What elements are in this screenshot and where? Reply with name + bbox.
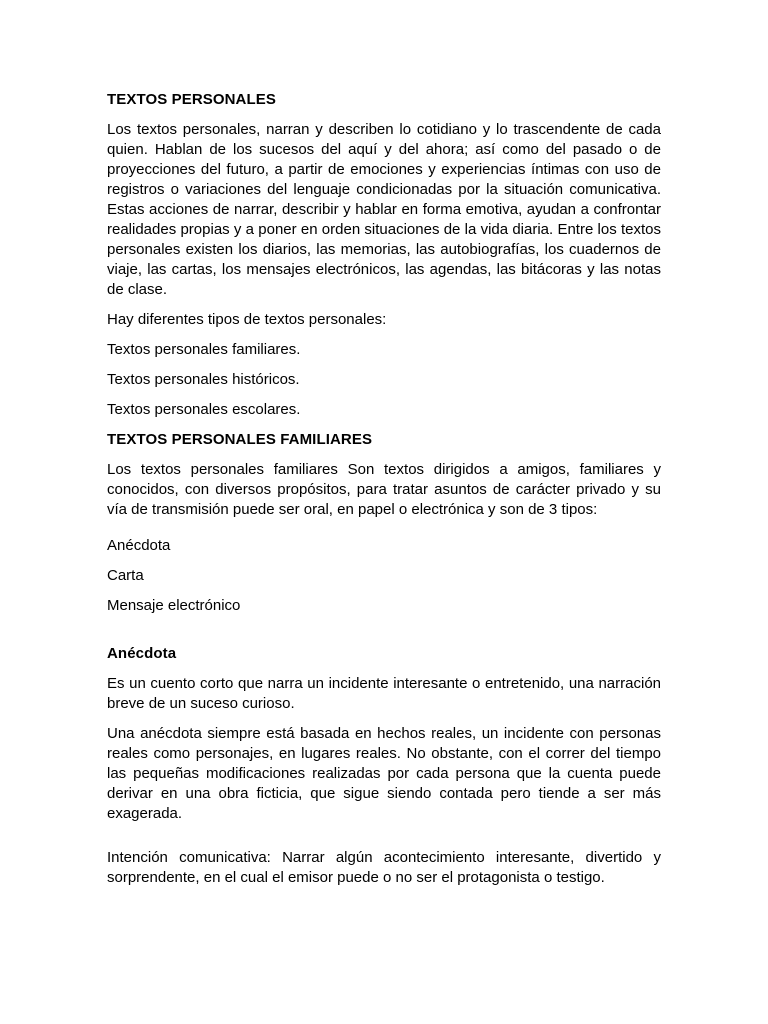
paragraph-tipos-lead: Hay diferentes tipos de textos personales: — [107, 311, 387, 328]
paragraph-item-carta: Carta — [107, 567, 144, 584]
paragraph-tipo-familiares: Textos personales familiares. — [107, 341, 301, 358]
paragraph-intencion-comunicativa: Intención comunicativa: Narrar algún acontecimiento interesante, divertido y sorprendente, en el cual el emisor puede o no ser el protagonista o testigo. — [107, 849, 661, 886]
paragraph-intro: Los textos personales, narran y describen lo cotidiano y lo trascendente de cada quien. Hablan de los sucesos del aquí y del ahora; así como del pasado o de proyecciones del futuro, a partir de emociones y experiencias íntimas con uso de registros o variaciones del lenguaje condicionadas por la situación comunicativa. Estas acciones de narrar, describir y hablar en forma emotiva, ayudan a confrontar realidades propias y a poner en orden situaciones de la vida diaria. Entre los textos personales existen los diarios, las memorias, las autobiografías, los cuadernos de viaje, las cartas, los mensajes electrónicos, las agendas, las bitácoras y las notas de clase. — [107, 121, 661, 298]
heading-anecdota: Anécdota — [107, 645, 177, 662]
heading-textos-personales: TEXTOS PERSONALES — [107, 91, 276, 108]
paragraph-tipo-historicos: Textos personales históricos. — [107, 371, 300, 388]
heading-textos-personales-familiares: TEXTOS PERSONALES FAMILIARES — [107, 431, 373, 448]
paragraph-anecdota-detalle: Una anécdota siempre está basada en hechos reales, un incidente con personas reales como personajes, en lugares reales. No obstante, con el correr del tiempo las pequeñas modificaciones realizadas por cada persona que la cuenta puede derivar en una obra ficticia, que sigue siendo contada pero tiende a ser más exagerada. — [107, 725, 661, 822]
paragraph-item-anecdota: Anécdota — [107, 537, 171, 554]
paragraph-item-mensaje-electronico: Mensaje electrónico — [107, 597, 241, 614]
paragraph-tipo-escolares: Textos personales escolares. — [107, 401, 301, 418]
paragraph-anecdota-definicion: Es un cuento corto que narra un incidente interesante o entretenido, una narración breve de un suceso curioso. — [107, 675, 661, 712]
paragraph-familiares-descripcion: Los textos personales familiares Son textos dirigidos a amigos, familiares y conocidos, con diversos propósitos, para tratar asuntos de carácter privado y su vía de transmisión puede ser oral, en papel o electrónica y son de 3 tipos: — [107, 461, 661, 518]
